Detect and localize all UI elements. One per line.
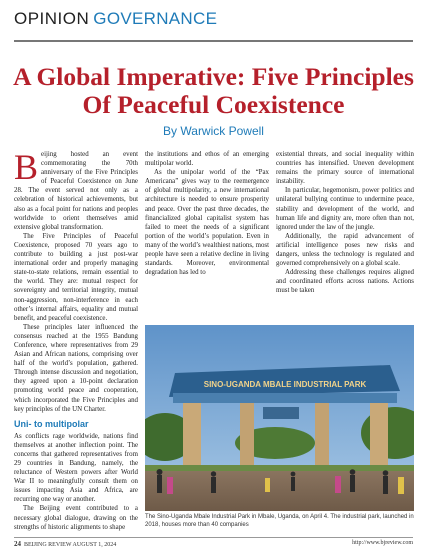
page-number: 24 bbox=[14, 540, 21, 548]
article-column-1 bbox=[14, 147, 138, 532]
footer-url: http://www.bjreview.com bbox=[352, 540, 413, 546]
gate-sign-text: SINO-UGANDA MBALE INDUSTRIAL PARK bbox=[203, 380, 367, 389]
paragraph: existential threats, and social inequality within countries has intensified. Uneven development remains the primary source of international instability. bbox=[276, 151, 414, 186]
topic-label: GOVERNANCE bbox=[93, 9, 218, 28]
footer-divider bbox=[14, 537, 413, 538]
section-subhead: Uni- to multipolar bbox=[14, 418, 89, 429]
article-column-3 bbox=[276, 150, 414, 296]
paragraph: Additionally, the rapid advancement of artificial intelligence poses new risks and dangers, unless the technology is regulated and governed comprehensively on a global scale. bbox=[276, 232, 414, 268]
article-byline: By Warwick Powell bbox=[163, 124, 264, 138]
article-title: A Global Imperative: Five Principles Of Peaceful Coexistence bbox=[13, 62, 414, 119]
article-column-2 bbox=[145, 150, 269, 277]
industrial-park-photo bbox=[145, 325, 414, 511]
section-header bbox=[14, 9, 413, 33]
publication-name: BEIJING REVIEW AUGUST 1, 2024 bbox=[24, 542, 117, 548]
paragraph: These principles later influenced the consensus reached at the 1955 Bandung Conference, where representatives from 29 Asian and African nations, comprising over half of the world’s population, gathered. Through intense discussion and negotiation, they agreed upon a 10-point declaration promoting world peace and cooperation, which incorporated the Five Principles and key principles of the UN Charter. bbox=[14, 323, 138, 413]
photo-caption: The Sino-Uganda Mbale Industrial Park in Mbale, Uganda, on April 4. The industrial park, launched in 2018, houses more than 40 companies bbox=[145, 514, 414, 528]
paragraph: As conflicts rage worldwide, nations find themselves at another inflection point. The concerns that gathered representatives from 29 countries in Bandung, namely, the reluctance of Western powers after World War II to meaningfully consult them on issues impacting Asia and Africa, are recurring one way or another. bbox=[14, 432, 138, 504]
paragraph: The Five Principles of Peaceful Coexistence, proposed 70 years ago to contribute to building a just post-war international order and properly managing state-to-state relations, remain essential to the world. They are: mutual respect for sovereignty and territorial integrity, mutual non-aggression, non-interference in each other’s internal affairs, equality and mutual benefit, and peaceful coexistence. bbox=[14, 232, 138, 322]
paragraph: the institutions and ethos of an emerging multipolar world. bbox=[145, 151, 269, 168]
footer-publication bbox=[14, 540, 116, 548]
drop-cap: B bbox=[14, 147, 39, 187]
paragraph: Beijing hosted an event commemorating the 70th anniversary of the Five Principles of Peaceful Coexistence on June 28. The event served not only as a celebration of historical achievements, but also as a focal point for nations and peoples worldwide to orient themselves amid extensive global transformation. bbox=[14, 147, 138, 231]
paragraph: As the unipolar world of the “Pax Americana” gives way to the reemergence of global multipolarity, a new international architecture is needed to ensure prosperity and peace. Over the past three decades, the financialized global capitalist system has failed to meet the needs of a significant portion of the world’s population. Even in many of the world’s wealthiest nations, most people have seen a relative decline in living standards. Moreover, environmental degradation has led to bbox=[145, 169, 269, 277]
section-label: OPINION bbox=[14, 9, 90, 28]
paragraph: In particular, hegemonism, power politics and unilateral bullying continue to undermine peace, stability and development of the world, and human life and dignity are, more often than not, ignored under the law of the jungle. bbox=[276, 187, 414, 231]
header-divider bbox=[14, 40, 413, 42]
paragraph: Addressing these challenges requires aligned and coordinated efforts across nations. Actions must be taken bbox=[276, 269, 414, 295]
paragraph: The Beijing event contributed to a necessary global dialogue, drawing on the strengths of historic alignments to shape bbox=[14, 505, 138, 531]
